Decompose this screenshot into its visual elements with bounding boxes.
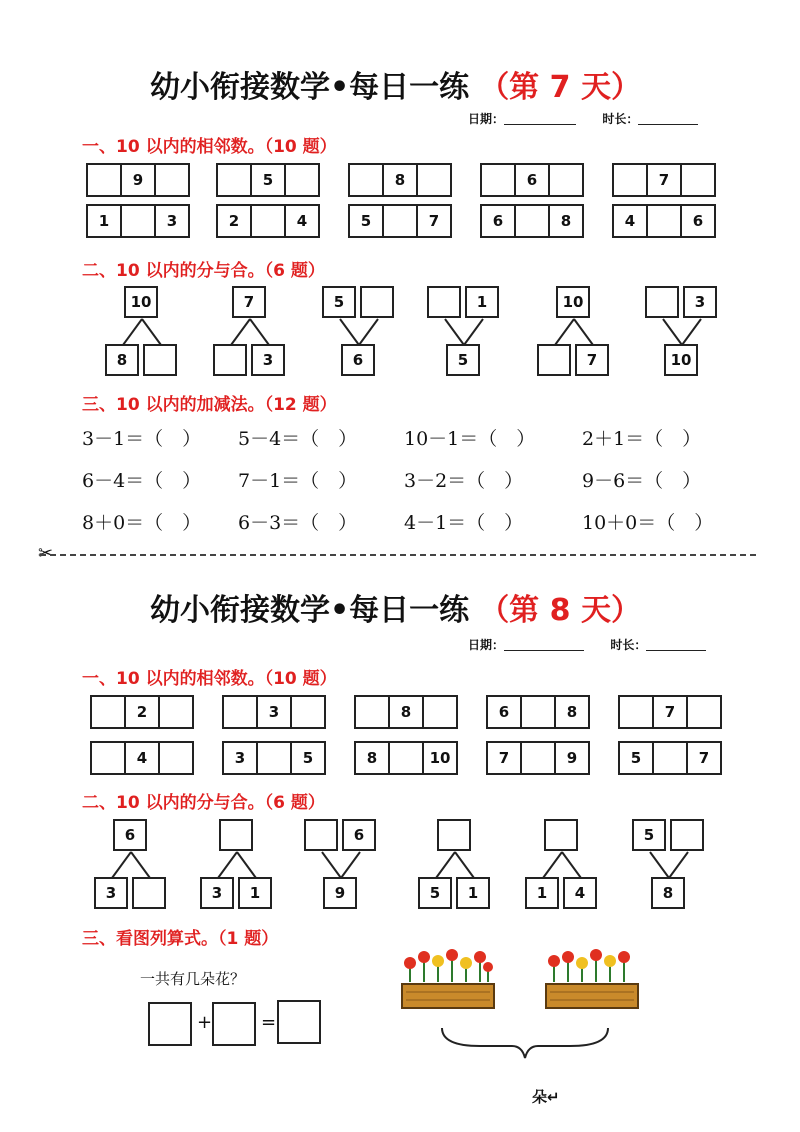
bond-whole-box[interactable] xyxy=(437,819,471,851)
bond-whole-box: 6 xyxy=(341,344,375,376)
day7-strip-1-2 xyxy=(216,163,320,197)
blank-cell[interactable] xyxy=(350,165,382,195)
bond-line xyxy=(130,851,151,879)
number-cell: 4 xyxy=(124,743,158,773)
number-cell: 7 xyxy=(498,749,510,767)
blank-cell[interactable] xyxy=(356,697,388,727)
number-cell: 5 xyxy=(290,743,324,773)
blank-cell[interactable] xyxy=(88,165,120,195)
bond-line xyxy=(662,318,683,346)
bond-line xyxy=(141,318,162,346)
day7-strip-1-1 xyxy=(86,163,190,197)
blank-cell[interactable] xyxy=(218,165,250,195)
day7-strip-1-4 xyxy=(480,163,584,197)
number-cell: 9 xyxy=(554,743,588,773)
day7-strip-2-1 xyxy=(86,204,190,238)
blank-cell[interactable] xyxy=(514,206,548,236)
bond-line xyxy=(668,851,689,879)
bond-line xyxy=(358,318,379,346)
day8-meta xyxy=(468,636,706,653)
bond-line xyxy=(554,318,575,346)
bond-line xyxy=(122,318,143,346)
bond-line xyxy=(561,851,582,879)
day7-strip-1-5 xyxy=(612,163,716,197)
number-cell: 10 xyxy=(422,743,456,773)
bond-whole-box: 8 xyxy=(651,877,685,909)
bond-part-box-left: 3 xyxy=(200,877,234,909)
day7-date-label: 日期： xyxy=(468,112,505,126)
equation-item[interactable]: 8＋0＝（ ） xyxy=(82,512,202,534)
answer-box-1[interactable] xyxy=(148,1002,192,1046)
blank-cell[interactable] xyxy=(290,697,324,727)
day7-duration-label: 时长： xyxy=(602,112,639,126)
number-cell: 8 xyxy=(366,749,378,767)
bond-line xyxy=(681,318,702,346)
blank-cell[interactable] xyxy=(382,206,416,236)
bond-part-box-left[interactable] xyxy=(537,344,571,376)
day8-section1-title: 一、10 以内的相邻数。（10 题） xyxy=(82,669,337,689)
equation-item[interactable]: 10－1＝（ ） xyxy=(404,428,536,450)
day8-section2-title: 二、10 以内的分与合。（6 题） xyxy=(82,793,325,813)
blank-cell[interactable] xyxy=(680,165,714,195)
blank-cell[interactable] xyxy=(620,697,652,727)
day8-strip-1-1 xyxy=(90,695,194,729)
equation-item[interactable]: 4－1＝（ ） xyxy=(404,512,524,534)
day7-section1-title: 一、10 以内的相邻数。（10 题） xyxy=(82,137,337,157)
bond-part-box-right: 1 xyxy=(456,877,490,909)
flower-pot-left xyxy=(402,949,494,1008)
blank-cell[interactable] xyxy=(158,743,192,773)
blank-cell[interactable] xyxy=(520,743,554,773)
flower-pot-right xyxy=(546,949,638,1008)
blank-cell[interactable] xyxy=(652,743,686,773)
day8-section3-title: 三、看图列算式。（1 题） xyxy=(82,929,279,949)
equation-item[interactable]: 2＋1＝（ ） xyxy=(582,428,702,450)
blank-cell[interactable] xyxy=(224,697,256,727)
day7-date-field[interactable] xyxy=(504,112,576,125)
blank-cell[interactable] xyxy=(92,697,124,727)
day8-strip-2-1 xyxy=(90,741,194,775)
day8-strip-2-4 xyxy=(486,741,590,775)
bond-whole-box: 10 xyxy=(556,286,590,318)
number-cell: 6 xyxy=(680,206,714,236)
equals-sign: = xyxy=(261,1012,277,1033)
blank-cell[interactable] xyxy=(158,697,192,727)
number-cell: 7 xyxy=(416,206,450,236)
day7-strip-2-3 xyxy=(348,204,452,238)
bond-line xyxy=(649,851,670,879)
bond-part-box-left[interactable] xyxy=(213,344,247,376)
bond-part-box-left: 3 xyxy=(94,877,128,909)
bond-part-box-right[interactable] xyxy=(670,819,704,851)
day8-strip-1-3 xyxy=(354,695,458,729)
bond-part-box-right[interactable] xyxy=(132,877,166,909)
blank-cell[interactable] xyxy=(482,165,514,195)
bond-line xyxy=(444,318,465,346)
number-cell: 6 xyxy=(498,703,510,721)
number-cell: 3 xyxy=(256,697,290,727)
day7-strip-2-4 xyxy=(480,204,584,238)
cut-line xyxy=(40,554,756,556)
bond-whole-box: 6 xyxy=(113,819,147,851)
equation-item[interactable]: 7－1＝（ ） xyxy=(238,470,358,492)
day8-strip-1-2 xyxy=(222,695,326,729)
day8-title-text: 幼小衔接数学•每日一练 xyxy=(150,593,470,628)
number-cell: 8 xyxy=(548,206,582,236)
number-cell: 8 xyxy=(554,697,588,727)
equation-item[interactable]: 9－6＝（ ） xyxy=(582,470,702,492)
day7-day-label: （第 7 天） xyxy=(479,70,641,105)
equation-item[interactable]: 6－4＝（ ） xyxy=(82,470,202,492)
bond-part-box-left[interactable] xyxy=(427,286,461,318)
day7-duration-field[interactable] xyxy=(638,112,698,125)
bond-part-box-right: 3 xyxy=(683,286,717,318)
bond-part-box-left: 5 xyxy=(632,819,666,851)
flower-question: 一共有几朵花？ xyxy=(140,970,246,988)
blank-cell[interactable] xyxy=(614,165,646,195)
bond-part-box-left: 5 xyxy=(418,877,452,909)
bond-line xyxy=(111,851,132,879)
number-cell: 3 xyxy=(154,206,188,236)
day7-strip-2-5 xyxy=(612,204,716,238)
blank-cell[interactable] xyxy=(256,743,290,773)
number-cell: 6 xyxy=(492,212,504,230)
day8-date-field[interactable] xyxy=(504,638,584,651)
blank-cell[interactable] xyxy=(388,743,422,773)
blank-cell[interactable] xyxy=(422,697,456,727)
plus-sign: + xyxy=(197,1012,213,1033)
bond-whole-box: 9 xyxy=(323,877,357,909)
bond-part-box-left: 1 xyxy=(525,877,559,909)
number-cell: 7 xyxy=(646,165,680,195)
number-cell: 2 xyxy=(124,697,158,727)
bond-whole-box: 5 xyxy=(446,344,480,376)
day7-section2-title: 二、10 以内的分与合。（6 题） xyxy=(82,261,325,281)
bond-part-box-left[interactable] xyxy=(304,819,338,851)
bond-whole-box: 10 xyxy=(664,344,698,376)
blank-cell[interactable] xyxy=(154,165,188,195)
bond-line xyxy=(454,851,475,879)
day8-duration-field[interactable] xyxy=(646,638,706,651)
bond-line xyxy=(463,318,484,346)
equation-item[interactable]: 3－1＝（ ） xyxy=(82,428,202,450)
day8-duration-label: 时长： xyxy=(610,638,647,652)
day8-day-label: （第 8 天） xyxy=(479,593,641,628)
number-cell: 3 xyxy=(234,749,246,767)
equation-item[interactable]: 5－4＝（ ） xyxy=(238,428,358,450)
blank-cell[interactable] xyxy=(646,206,680,236)
scissors-icon: ✂ xyxy=(38,543,54,564)
day7-strip-2-2 xyxy=(216,204,320,238)
bond-line xyxy=(340,851,361,879)
bond-line xyxy=(236,851,257,879)
bond-line xyxy=(249,318,270,346)
number-cell: 4 xyxy=(284,206,318,236)
bond-line xyxy=(339,318,360,346)
bond-line xyxy=(217,851,238,879)
number-cell: 9 xyxy=(120,165,154,195)
bond-line xyxy=(230,318,251,346)
blank-cell[interactable] xyxy=(686,697,720,727)
day8-date-label: 日期： xyxy=(468,638,505,652)
flower-pot-illustration-right xyxy=(542,944,642,1010)
number-cell: 5 xyxy=(360,212,372,230)
day7-section3-title: 三、10 以内的加减法。（12 题） xyxy=(82,395,337,415)
day8-title xyxy=(150,585,641,629)
bond-part-box-right: 3 xyxy=(251,344,285,376)
bond-part-box-right: 4 xyxy=(563,877,597,909)
bond-whole-box: 7 xyxy=(232,286,266,318)
blank-cell[interactable] xyxy=(284,165,318,195)
number-cell: 5 xyxy=(630,749,642,767)
bond-line xyxy=(435,851,456,879)
blank-cell[interactable] xyxy=(92,743,124,773)
bond-whole-box[interactable] xyxy=(544,819,578,851)
equation-item[interactable]: 10＋0＝（ ） xyxy=(582,512,714,534)
bond-part-box-right: 6 xyxy=(342,819,376,851)
bond-line xyxy=(573,318,594,346)
day8-strip-2-3 xyxy=(354,741,458,775)
bond-part-box-right[interactable] xyxy=(360,286,394,318)
number-cell: 4 xyxy=(624,212,636,230)
day7-title xyxy=(150,62,641,106)
number-cell: 1 xyxy=(98,212,110,230)
day7-title-text: 幼小衔接数学•每日一练 xyxy=(150,70,470,105)
number-cell: 7 xyxy=(652,697,686,727)
number-cell: 8 xyxy=(388,697,422,727)
day8-strip-2-2 xyxy=(222,741,326,775)
bond-part-box-right[interactable] xyxy=(143,344,177,376)
equation-item[interactable]: 3－2＝（ ） xyxy=(404,470,524,492)
bond-part-box-right: 7 xyxy=(575,344,609,376)
day8-strip-1-5 xyxy=(618,695,722,729)
day7-strip-1-3 xyxy=(348,163,452,197)
blank-cell[interactable] xyxy=(416,165,450,195)
blank-cell[interactable] xyxy=(120,206,154,236)
bond-part-box-right: 1 xyxy=(465,286,499,318)
number-cell: 6 xyxy=(514,165,548,195)
blank-cell[interactable] xyxy=(548,165,582,195)
bond-part-box-right: 1 xyxy=(238,877,272,909)
blank-cell[interactable] xyxy=(250,206,284,236)
answer-box-2[interactable] xyxy=(212,1002,256,1046)
number-cell: 5 xyxy=(250,165,284,195)
number-cell: 7 xyxy=(686,743,720,773)
day7-meta xyxy=(468,110,698,127)
number-cell: 8 xyxy=(382,165,416,195)
answer-box-3[interactable] xyxy=(277,1000,321,1044)
bond-part-box-left[interactable] xyxy=(645,286,679,318)
total-brace xyxy=(440,1024,610,1060)
equation-item[interactable]: 6－3＝（ ） xyxy=(238,512,358,534)
bond-line xyxy=(542,851,563,879)
day8-strip-1-4 xyxy=(486,695,590,729)
number-cell: 2 xyxy=(228,212,240,230)
bond-line xyxy=(321,851,342,879)
blank-cell[interactable] xyxy=(520,697,554,727)
flower-pot-illustration-left xyxy=(398,944,498,1010)
bond-part-box-left: 8 xyxy=(105,344,139,376)
bond-whole-box[interactable] xyxy=(219,819,253,851)
bond-part-box-left: 5 xyxy=(322,286,356,318)
bond-whole-box: 10 xyxy=(124,286,158,318)
day8-strip-2-5 xyxy=(618,741,722,775)
unit-label: 朵↵ xyxy=(532,1088,560,1106)
